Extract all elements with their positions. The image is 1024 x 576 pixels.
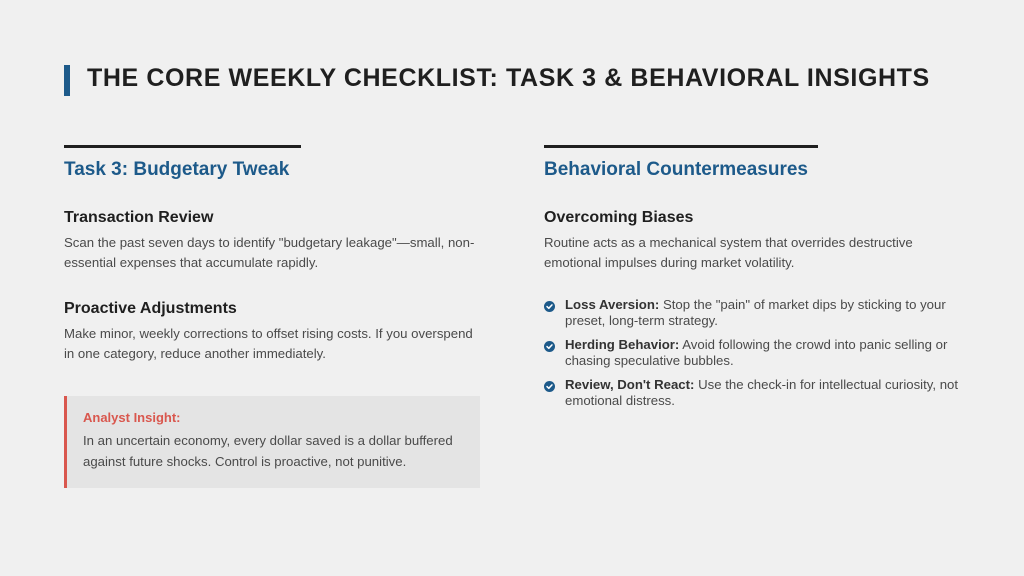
bias-list [544, 297, 964, 409]
list-item [544, 377, 964, 409]
transaction-review-block [64, 209, 484, 273]
sub-heading: Proactive Adjustments [64, 300, 237, 317]
body-text: Make minor, weekly corrections to offset rising costs. If you overspend in one category, reduce another immediately. [64, 326, 473, 361]
section-heading: Behavioral Countermeasures [544, 159, 808, 180]
check-circle-icon [544, 301, 555, 312]
body-text: Routine acts as a mechanical system that overrides destructive emotional impulses during market volatility. [544, 235, 913, 270]
bullet-text [565, 337, 964, 369]
overcoming-biases-block [544, 209, 964, 273]
check-circle-icon [544, 381, 555, 392]
list-item [544, 297, 964, 329]
insight-label: Analyst Insight: [83, 410, 181, 425]
section-divider [544, 145, 818, 148]
title-accent-bar [64, 65, 70, 96]
analyst-insight-callout [64, 396, 480, 488]
bullet-description: Avoid following the crowd into panic selling or chasing speculative bubbles. [565, 337, 948, 368]
page-title: THE CORE WEEKLY CHECKLIST: TASK 3 & BEHAVIORAL INSIGHTS [87, 64, 930, 92]
sub-heading: Transaction Review [64, 209, 214, 226]
body-text: Scan the past seven days to identify "budgetary leakage"—small, non-essential expenses that accumulate rapidly. [64, 235, 475, 270]
bullet-term: Herding Behavior: [565, 337, 680, 352]
bullet-description: Use the check-in for intellectual curiosity, not emotional distress. [565, 377, 959, 408]
check-circle-icon [544, 341, 555, 352]
proactive-adjustments-block [64, 300, 484, 364]
bullet-text [565, 377, 964, 409]
sub-heading: Overcoming Biases [544, 209, 694, 226]
budgetary-tweak-column [64, 145, 484, 488]
bullet-description: Stop the "pain" of market dips by sticking to your preset, long-term strategy. [565, 297, 946, 328]
section-heading: Task 3: Budgetary Tweak [64, 159, 290, 180]
bullet-term: Review, Don't React: [565, 377, 695, 392]
list-item [544, 337, 964, 369]
bullet-term: Loss Aversion: [565, 297, 660, 312]
behavioral-countermeasures-column [544, 145, 964, 417]
section-divider [64, 145, 301, 148]
bullet-text [565, 297, 964, 329]
insight-text: In an uncertain economy, every dollar saved is a dollar buffered against future shocks. Control is proactive, not punitive. [83, 433, 453, 469]
